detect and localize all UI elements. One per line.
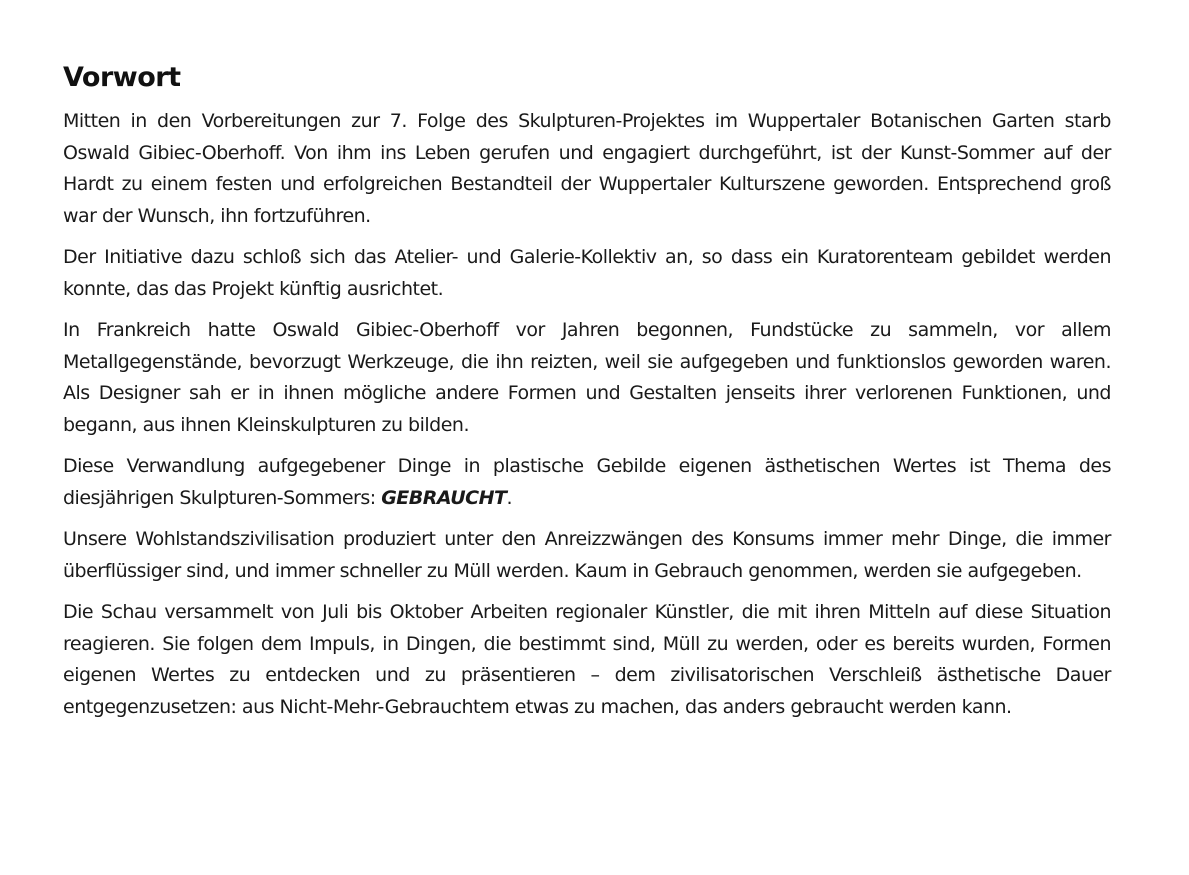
paragraph-3: In Frankreich hatte Oswald Gibiec-Oberhoff vor Jahren begonnen, Fundstücke zu sammeln, vor allem Metallgegenstände, bevorzugt Werkzeuge, die ihn reizten, weil sie aufgegeben und funktionslos geworden waren. Als Designer sah er in ihnen mögliche andere Formen und Gestalten jenseits ihrer verlorenen Funktionen, und begann, aus ihnen Kleinskulpturen zu bilden. (63, 319, 1111, 436)
paragraph-4 (63, 451, 1111, 514)
paragraph-5: Unsere Wohlstandszivilisation produziert unter den Anreizzwängen des Konsums immer mehr Dinge, die immer überflüssiger sind, und immer schneller zu Müll werden. Kaum in Gebrauch genommen, werden sie aufgegeben. (63, 528, 1111, 582)
page-title: Vorwort (63, 62, 181, 93)
paragraph-4-end: . (506, 486, 513, 509)
paragraph-4-text: Diese Verwandlung aufgegebener Dinge in plastische Gebilde eigenen ästhetischen Wertes ist Thema des diesjährigen Skulpturen-Sommers: (63, 455, 1111, 509)
paragraph-6: Die Schau versammelt von Juli bis Oktober Arbeiten regionaler Künstler, die mit ihren Mitteln auf diese Situation reagieren. Sie folgen dem Impuls, in Dingen, die bestimmt sind, Müll zu werden, oder es bereits wurden, Formen eigenen Wertes zu entdecken und zu präsentieren – dem zivilisatorischen Verschleiß ästhetische Dauer entgegenzusetzen: aus Nicht-Mehr-Gebrauchtem etwas zu machen, das anders gebraucht werden kann. (63, 601, 1111, 718)
paragraph-1: Mitten in den Vorbereitungen zur 7. Folge des Skulpturen-Projektes im Wuppertaler Botanischen Garten starb Oswald Gibiec-Oberhoff. Von ihm ins Leben gerufen und engagiert durchgeführt, ist der Kunst-Sommer auf der Hardt zu einem festen und erfolgreichen Bestandteil der Wuppertaler Kulturszene geworden. Entsprechend groß war der Wunsch, ihn fortzuführen. (63, 110, 1111, 227)
paragraph-2: Der Initiative dazu schloß sich das Atelier- und Galerie-Kollektiv an, so dass ein Kuratorenteam gebildet werden konnte, das das Projekt künftig ausrichtet. (63, 246, 1111, 300)
exhibition-title-emphasis: GEBRAUCHT (381, 486, 507, 509)
document-page (63, 58, 1111, 733)
